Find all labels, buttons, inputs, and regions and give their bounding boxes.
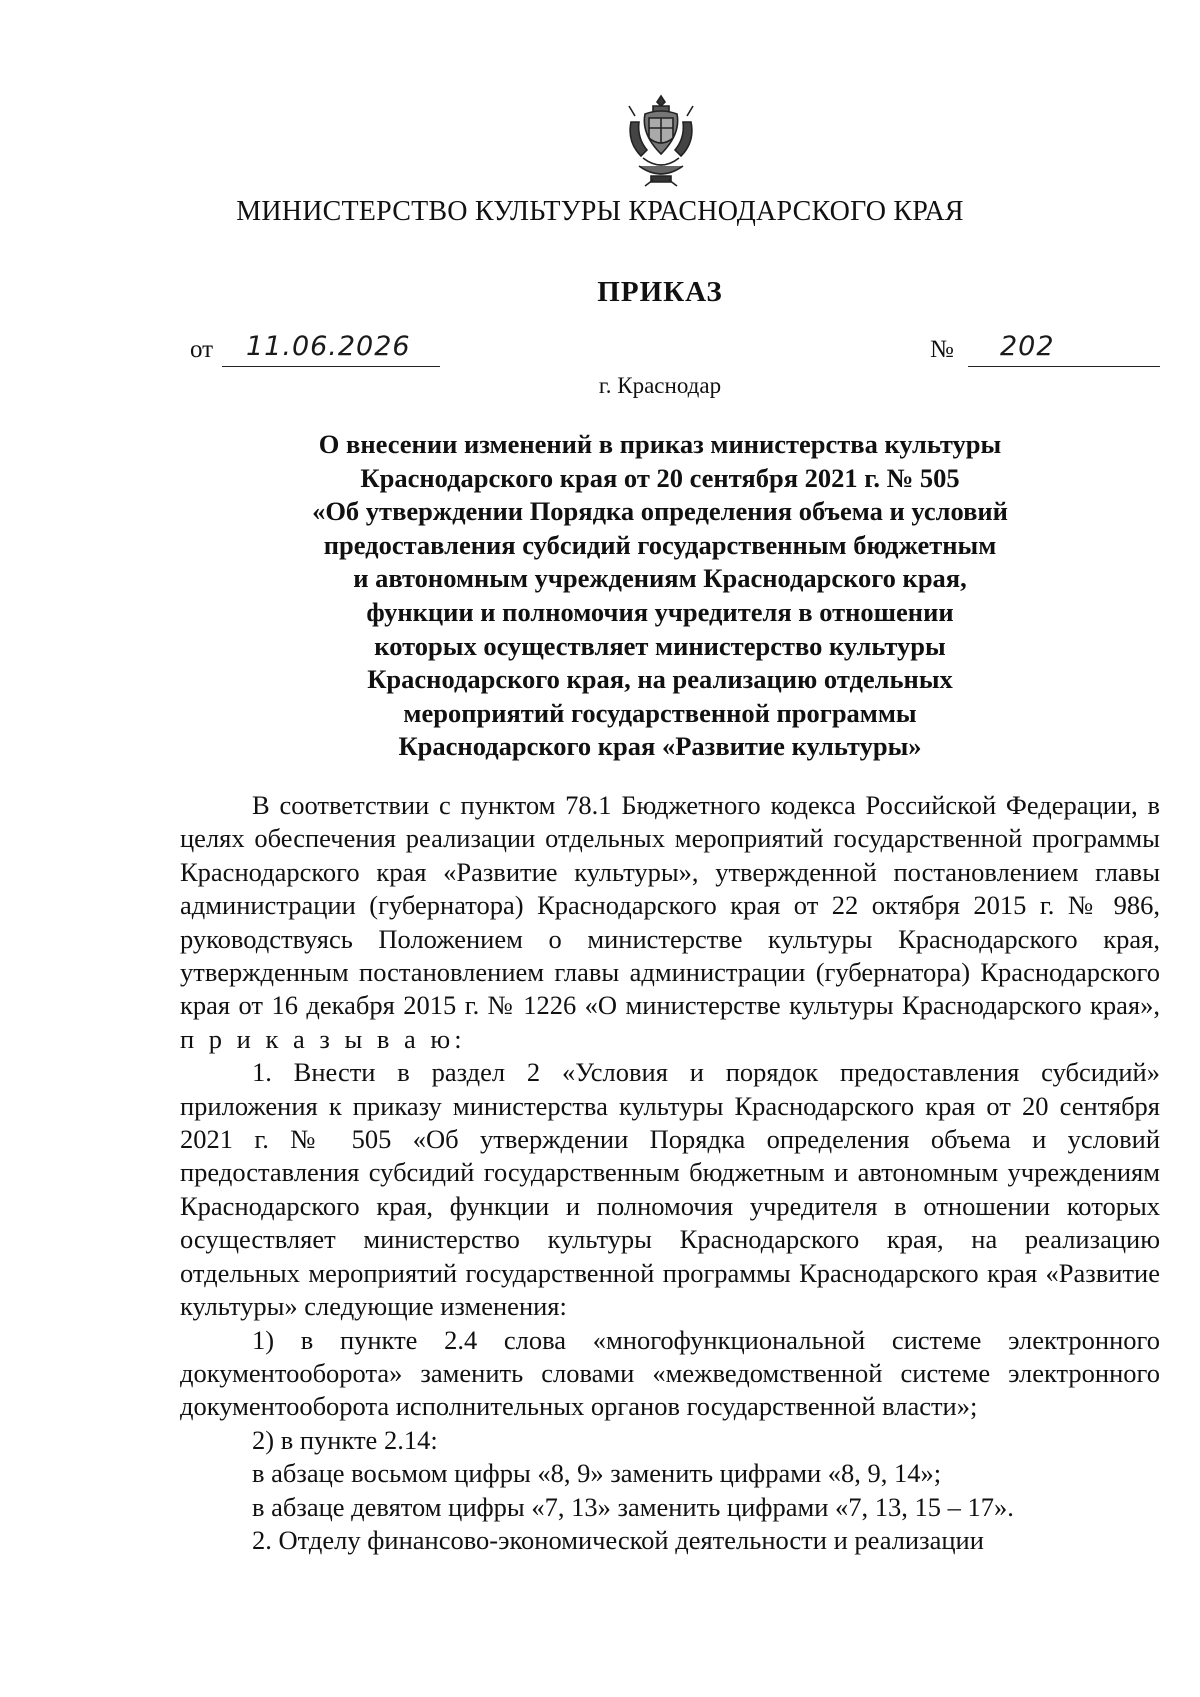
subject-line: и автономным учреждениям Краснодарского края,	[353, 563, 967, 594]
document-type-title: ПРИКАЗ	[597, 276, 723, 308]
subject-line: О внесении изменений в приказ министерства культуры	[318, 429, 1002, 459]
preamble-paragraph	[180, 789, 1160, 1056]
item-2-paragraph: 2. Отделу финансово-экономической деятельности и реализации	[252, 1524, 984, 1555]
subject-line: «Об утверждении Порядка определения объема и условий	[312, 496, 1008, 527]
number-underline	[968, 366, 1160, 367]
city-name: г. Краснодар	[598, 373, 722, 398]
subject-line: которых осуществляет министерство культуры	[374, 630, 946, 661]
date-underline	[222, 366, 440, 367]
subject-line: Краснодарского края от 20 сентября 2021 г. № 505	[360, 462, 960, 493]
subject-line: Краснодарского края, на реализацию отдельных	[367, 664, 953, 695]
subject-line: Краснодарского края «Развитие культуры»	[398, 731, 922, 762]
document-body	[180, 789, 1160, 1557]
subject-line: функции и полномочия учредителя в отношении	[366, 596, 954, 627]
order-word: п р и к а з ы в а ю:	[180, 1023, 466, 1054]
handwritten-date: 11.06.2026	[246, 331, 411, 362]
subject-line: предоставления субсидий государственным бюджетным	[323, 529, 997, 560]
preamble-text: В соответствии с пунктом 78.1 Бюджетного кодекса Российской Федерации, в целях обеспечения реализации отдельных мероприятий государственной программы Краснодарского края «Развитие культуры», утвержденной постановлением главы администрации (губернатора) Краснодарского края от 22 октября 2015 г. № 986, руководствуясь Положением о министерстве культуры Краснодарского края, утвержденным постановлением главы администрации (губернатора) Краснодарского края от 16 декабря 2015 г. № 1226 «О министерстве культуры Краснодарского края»,	[180, 790, 1160, 1021]
item-1-1-paragraph: 1) в пункте 2.4 слова «многофункциональной системе электронного документооборота» заменить словами «межведомственной системе электронного документооборота исполнительных органов государственной власти»;	[180, 1324, 1160, 1422]
handwritten-number: 202	[1000, 331, 1055, 362]
item-1-2b-paragraph: в абзаце девятом цифры «7, 13» заменить цифрами «7, 13, 15 – 17».	[252, 1491, 1014, 1522]
number-prefix: №	[930, 336, 954, 363]
date-prefix: от	[190, 336, 214, 363]
coat-of-arms-emblem	[623, 92, 699, 188]
item-1-2a-paragraph: в абзаце восьмом цифры «8, 9» заменить цифрами «8, 9, 14»;	[252, 1458, 942, 1489]
ministry-name: МИНИСТЕРСТВО КУЛЬТУРЫ КРАСНОДАРСКОГО КРАЯ	[236, 196, 964, 227]
subject-line: мероприятий государственной программы	[403, 697, 917, 728]
document-subject	[240, 428, 1080, 764]
item-1-paragraph: 1. Внести в раздел 2 «Условия и порядок предоставления субсидий» приложения к приказу министерства культуры Краснодарского края от 20 сентября 2021 г. № 505 «Об утверждении Порядка определения объема и условий предоставления субсидий государственным бюджетным и автономным учреждениям Краснодарского края, функции и полномочия учредителя в отношении которых осуществляет министерство культуры Краснодарского края, на реализацию отдельных мероприятий государственной программы Краснодарского края «Развитие культуры» следующие изменения:	[180, 1057, 1160, 1322]
item-1-2-paragraph: 2) в пункте 2.14:	[252, 1424, 438, 1455]
